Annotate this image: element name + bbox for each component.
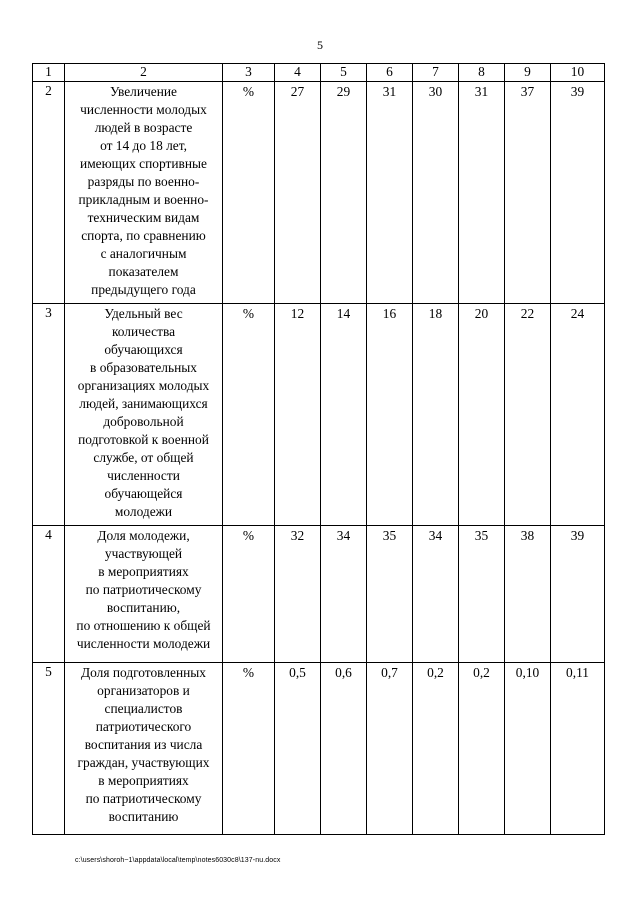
indicator-line: по патриотическому <box>85 791 202 806</box>
value-cell: 0,2 <box>413 663 459 835</box>
unit-cell: % <box>223 526 275 663</box>
indicator-line: граждан, участвующих <box>77 755 210 770</box>
value-cell: 39 <box>551 526 605 663</box>
indicator-line: по патриотическому <box>85 582 202 597</box>
value-cell: 31 <box>459 82 505 304</box>
indicator-line: обучающихся <box>104 342 183 357</box>
value-cell: 34 <box>413 526 459 663</box>
value-cell: 38 <box>505 526 551 663</box>
indicator-line: молодежи <box>114 504 173 519</box>
indicator-line: службе, от общей <box>93 450 194 465</box>
indicator-line: с аналогичным <box>100 246 187 261</box>
indicator-line: воспитанию, <box>106 600 181 615</box>
value-cell: 14 <box>321 304 367 526</box>
indicator-line: имеющих спортивные <box>80 156 207 171</box>
indicator-name <box>65 304 223 526</box>
unit-cell: % <box>223 82 275 304</box>
indicator-line: от 14 до 18 лет, <box>100 138 187 153</box>
indicator-line: спорта, по сравнению <box>81 228 206 243</box>
indicator-line: по отношению к общей <box>76 618 211 633</box>
header-cell: 3 <box>223 64 275 82</box>
value-cell: 27 <box>275 82 321 304</box>
indicator-line: организациях молодых <box>77 378 210 393</box>
row-number: 3 <box>33 304 65 526</box>
table-row <box>33 82 605 304</box>
indicator-line: показателем <box>108 264 179 279</box>
value-cell: 0,2 <box>459 663 505 835</box>
indicator-line: людей в возрасте <box>94 120 193 135</box>
header-cell: 7 <box>413 64 459 82</box>
value-cell: 0,10 <box>505 663 551 835</box>
unit-cell: % <box>223 304 275 526</box>
indicators-table <box>32 63 605 835</box>
indicator-line: в образовательных <box>90 360 197 375</box>
indicator-line: воспитания из числа <box>84 737 203 752</box>
table-row <box>33 304 605 526</box>
indicator-line: прикладным и военно- <box>78 192 209 207</box>
footer-file-path: c:\users\shoroh~1\appdata\local\temp\notes6030c8\137-nu.docx <box>75 857 281 864</box>
value-cell: 18 <box>413 304 459 526</box>
indicator-line: Увеличение <box>110 84 177 99</box>
row-number: 5 <box>33 663 65 835</box>
header-cell: 4 <box>275 64 321 82</box>
table-row <box>33 663 605 835</box>
value-cell: 16 <box>367 304 413 526</box>
value-cell: 35 <box>459 526 505 663</box>
indicator-line: обучающейся <box>104 486 183 501</box>
value-cell: 31 <box>367 82 413 304</box>
indicator-line: организаторов и <box>97 683 190 698</box>
page-number: 5 <box>317 38 323 52</box>
header-cell: 5 <box>321 64 367 82</box>
header-cell: 9 <box>505 64 551 82</box>
indicator-name <box>65 663 223 835</box>
indicator-line: численности молодых <box>80 102 207 117</box>
header-cell: 6 <box>367 64 413 82</box>
value-cell: 22 <box>505 304 551 526</box>
indicator-line: предыдущего года <box>91 282 196 297</box>
value-cell: 32 <box>275 526 321 663</box>
row-number: 4 <box>33 526 65 663</box>
indicator-line: разряды по военно- <box>87 174 200 189</box>
indicator-line: Доля молодежи, <box>97 528 190 543</box>
unit-cell: % <box>223 663 275 835</box>
value-cell: 37 <box>505 82 551 304</box>
value-cell: 34 <box>321 526 367 663</box>
value-cell: 35 <box>367 526 413 663</box>
value-cell: 0,11 <box>551 663 605 835</box>
indicator-line: участвующей <box>104 546 183 561</box>
header-cell: 1 <box>33 64 65 82</box>
value-cell: 29 <box>321 82 367 304</box>
value-cell: 24 <box>551 304 605 526</box>
indicator-line: подготовкой к военной <box>78 432 209 447</box>
value-cell: 0,5 <box>275 663 321 835</box>
indicator-line: добровольной <box>103 414 184 429</box>
indicator-line: Удельный вес <box>104 306 183 321</box>
table-row <box>33 526 605 663</box>
indicator-line: численности молодежи <box>76 636 211 651</box>
indicator-name <box>65 526 223 663</box>
indicator-line: воспитанию <box>108 809 179 824</box>
indicator-line: Доля подготовленных <box>81 665 206 680</box>
value-cell: 30 <box>413 82 459 304</box>
indicator-line: специалистов <box>104 701 183 716</box>
indicator-line: в мероприятиях <box>98 564 189 579</box>
header-cell: 2 <box>65 64 223 82</box>
indicator-line: количества <box>111 324 176 339</box>
indicator-line: в мероприятиях <box>98 773 189 788</box>
header-cell: 8 <box>459 64 505 82</box>
value-cell: 12 <box>275 304 321 526</box>
indicator-line: патриотического <box>95 719 192 734</box>
indicator-line: людей, занимающихся <box>79 396 208 411</box>
header-cell: 10 <box>551 64 605 82</box>
table-header-row <box>33 64 605 82</box>
indicator-line: численности <box>107 468 180 483</box>
value-cell: 39 <box>551 82 605 304</box>
value-cell: 0,7 <box>367 663 413 835</box>
row-number: 2 <box>33 82 65 304</box>
indicator-name <box>65 82 223 304</box>
value-cell: 0,6 <box>321 663 367 835</box>
indicator-line: техническим видам <box>87 210 200 225</box>
value-cell: 20 <box>459 304 505 526</box>
